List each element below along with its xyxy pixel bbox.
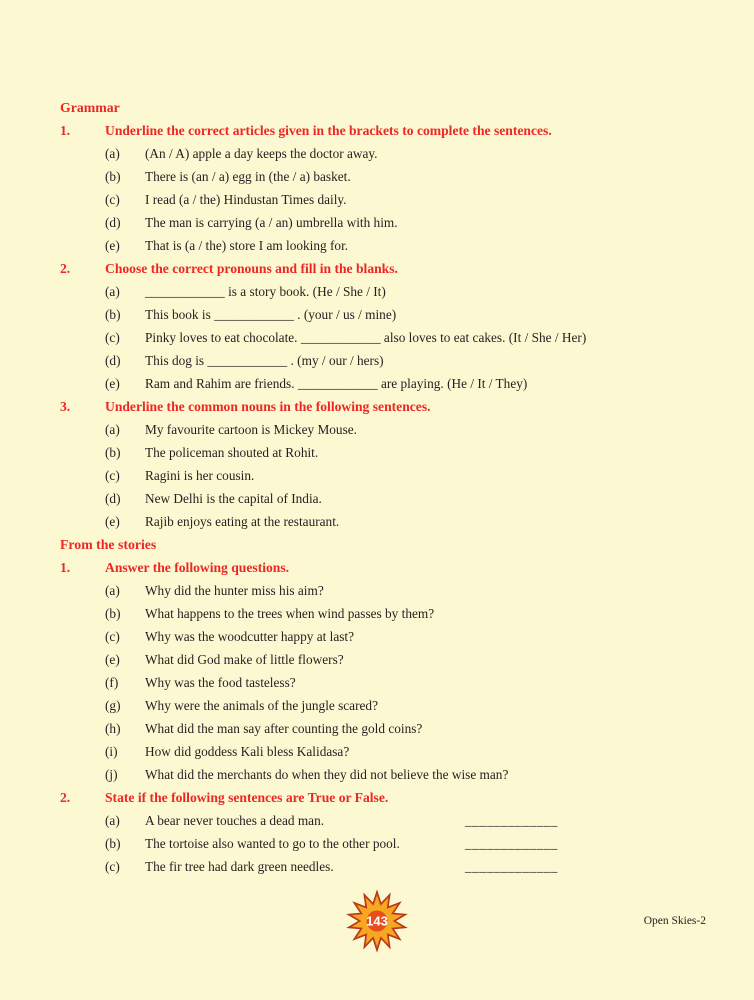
item-text: This dog is ____________ . (my / our / hers) — [145, 353, 384, 368]
item-label: (b) — [105, 307, 121, 322]
item-text: My favourite cartoon is Mickey Mouse. — [145, 422, 357, 437]
exercise-item — [0, 441, 754, 464]
exercise-item — [0, 372, 754, 395]
exercise-item — [0, 809, 754, 832]
item-text: Why were the animals of the jungle scared? — [145, 698, 378, 713]
item-text: Ragini is her cousin. — [145, 468, 255, 483]
item-label: (e) — [105, 376, 120, 391]
item-text: Why did the hunter miss his aim? — [145, 583, 324, 598]
exercise-item — [0, 579, 754, 602]
item-label: (c) — [105, 192, 120, 207]
exercise-number: 1. — [60, 123, 71, 138]
item-text: The man is carrying (a / an) umbrella with him. — [145, 215, 398, 230]
item-text: What did God make of little flowers? — [145, 652, 344, 667]
item-text: ____________ is a story book. (He / She / It) — [145, 284, 386, 299]
exercise-title — [0, 395, 754, 418]
item-text: Ram and Rahim are friends. ____________ are playing. (He / It / They) — [145, 376, 528, 391]
item-label: (e) — [105, 652, 120, 667]
item-label: (c) — [105, 468, 120, 483]
item-label: (e) — [105, 514, 120, 529]
exercise-number: 3. — [60, 399, 71, 414]
exercise-item — [0, 188, 754, 211]
exercise-item — [0, 855, 754, 878]
exercise-title — [0, 257, 754, 280]
item-label: (i) — [105, 744, 118, 759]
exercise-item — [0, 211, 754, 234]
answer-blank: _____________ — [465, 836, 558, 851]
item-label: (a) — [105, 583, 120, 598]
item-text: The policeman shouted at Rohit. — [145, 445, 319, 460]
item-text: (An / A) apple a day keeps the doctor away. — [145, 146, 378, 161]
page-content — [0, 96, 754, 878]
page-number-badge — [345, 889, 409, 953]
exercise-number: 2. — [60, 790, 71, 805]
exercise-title-text: Underline the correct articles given in the brackets to complete the sentences. — [105, 123, 552, 138]
item-text: Pinky loves to eat chocolate. ____________ also loves to eat cakes. (It / She / Her) — [145, 330, 587, 345]
exercise-item — [0, 234, 754, 257]
item-label: (j) — [105, 767, 118, 782]
exercise-item — [0, 625, 754, 648]
item-text: How did goddess Kali bless Kalidasa? — [145, 744, 350, 759]
item-text: What did the merchants do when they did not believe the wise man? — [145, 767, 509, 782]
exercise-title — [0, 119, 754, 142]
exercise-item — [0, 418, 754, 441]
item-label: (g) — [105, 698, 121, 713]
item-text: That is (a / the) store I am looking for. — [145, 238, 349, 253]
item-text: Why was the woodcutter happy at last? — [145, 629, 354, 644]
item-label: (b) — [105, 836, 121, 851]
page-footer — [0, 878, 754, 968]
item-text: What did the man say after counting the gold coins? — [145, 721, 423, 736]
exercise-item — [0, 165, 754, 188]
item-label: (a) — [105, 284, 120, 299]
item-label: (a) — [105, 422, 120, 437]
answer-blank: _____________ — [465, 859, 558, 874]
item-text: Rajib enjoys eating at the restaurant. — [145, 514, 340, 529]
item-label: (f) — [105, 675, 119, 690]
exercise-item — [0, 349, 754, 372]
page-number: 143 — [366, 913, 388, 929]
exercise-item — [0, 740, 754, 763]
item-label: (a) — [105, 146, 120, 161]
exercise-item — [0, 280, 754, 303]
item-label: (d) — [105, 215, 121, 230]
exercise-item — [0, 694, 754, 717]
item-label: (b) — [105, 169, 121, 184]
item-text: What happens to the trees when wind passes by them? — [145, 606, 435, 621]
exercise-item — [0, 464, 754, 487]
item-label: (c) — [105, 330, 120, 345]
exercise-item — [0, 487, 754, 510]
exercise-item — [0, 326, 754, 349]
exercise-item — [0, 303, 754, 326]
item-label: (a) — [105, 813, 120, 828]
exercise-item — [0, 832, 754, 855]
item-label: (c) — [105, 859, 120, 874]
exercise-item — [0, 142, 754, 165]
item-text: A bear never touches a dead man. — [145, 813, 325, 828]
exercise-title-text: Underline the common nouns in the following sentences. — [105, 399, 431, 414]
exercise-title-text: Choose the correct pronouns and fill in the blanks. — [105, 261, 398, 276]
exercise-item — [0, 717, 754, 740]
book-title: Open Skies-2 — [643, 915, 706, 927]
exercise-item — [0, 510, 754, 533]
exercise-number: 1. — [60, 560, 71, 575]
exercise-title-text: Answer the following questions. — [105, 560, 290, 575]
exercise-number: 2. — [60, 261, 71, 276]
item-text: The fir tree had dark green needles. — [145, 859, 334, 874]
exercise-item — [0, 602, 754, 625]
item-text: There is (an / a) egg in (the / a) basket. — [145, 169, 351, 184]
item-text: The tortoise also wanted to go to the other pool. — [145, 836, 400, 851]
item-label: (h) — [105, 721, 121, 736]
answer-blank: _____________ — [465, 813, 558, 828]
item-label: (b) — [105, 606, 121, 621]
item-label: (c) — [105, 629, 120, 644]
exercise-item — [0, 648, 754, 671]
exercise-title-text: State if the following sentences are True or False. — [105, 790, 389, 805]
item-label: (d) — [105, 491, 121, 506]
section-heading: From the stories — [60, 537, 157, 552]
exercise-title — [0, 556, 754, 579]
item-label: (d) — [105, 353, 121, 368]
exercise-item — [0, 763, 754, 786]
item-text: New Delhi is the capital of India. — [145, 491, 322, 506]
section-heading: Grammar — [60, 100, 120, 115]
item-text: This book is ____________ . (your / us / mine) — [145, 307, 397, 322]
exercise-item — [0, 671, 754, 694]
exercise-title — [0, 786, 754, 809]
item-text: Why was the food tasteless? — [145, 675, 296, 690]
item-label: (b) — [105, 445, 121, 460]
starburst-icon — [345, 889, 409, 953]
item-text: I read (a / the) Hindustan Times daily. — [145, 192, 347, 207]
item-label: (e) — [105, 238, 120, 253]
